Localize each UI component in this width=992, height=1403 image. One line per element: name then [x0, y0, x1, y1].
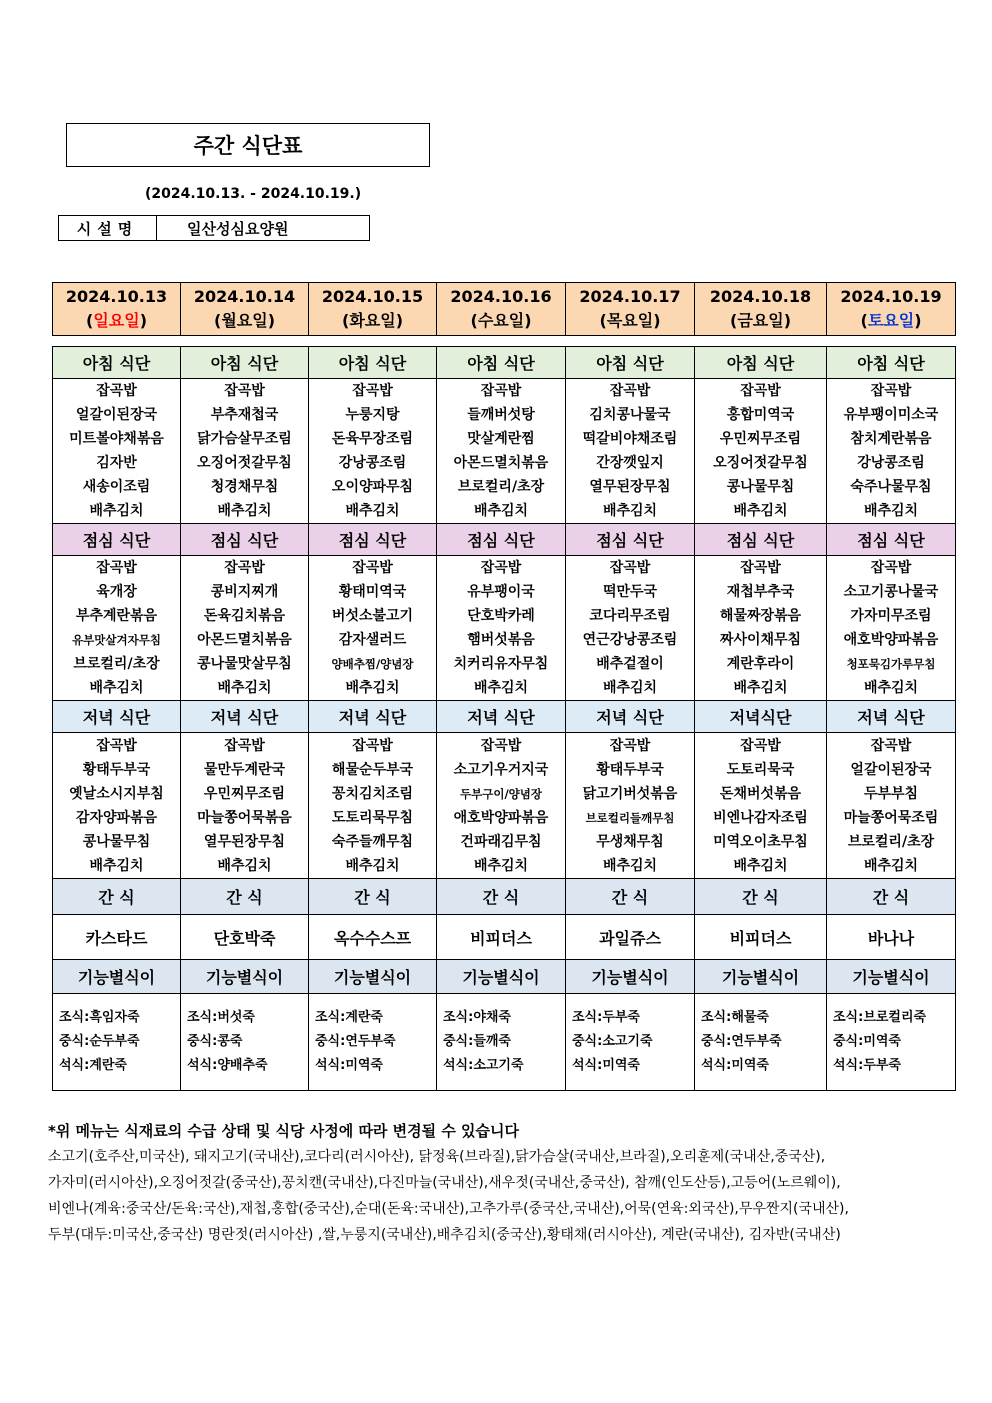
dinner-menu-cell: [566, 733, 695, 879]
menu-item: 숙주들깨무침: [331, 833, 414, 850]
menu-item: 잡곡밥: [609, 737, 651, 754]
dinner-header: 저녁 식단: [827, 701, 956, 733]
snack-item: 비피더스: [695, 915, 827, 960]
menu-item: 브로컬리/초장: [847, 833, 935, 850]
menu-item: 마늘쫑어묵볶음: [197, 809, 292, 826]
menu-item: 유부팽이국: [467, 584, 535, 600]
menu-item: 비엔나감자조림: [713, 809, 808, 826]
menu-item: 강낭콩조림: [338, 455, 407, 471]
date-row: [53, 283, 956, 336]
menu-item: 황태미역국: [338, 584, 407, 600]
menu-item: 닭가슴살무조림: [197, 431, 292, 447]
lunch-header: 점심 식단: [53, 524, 181, 556]
menu-item: 닭고기버섯볶음: [582, 785, 678, 802]
menu-item: 콩비지찌개: [210, 584, 279, 600]
functional-item: 중식:소고기죽: [572, 1034, 653, 1049]
lunch-header-row: [53, 524, 956, 556]
origin-line: 두부(대두:미국산,중국산) 명란젓(러시아산) ,쌀,누룽지(국내산),배추김치(중국산),황태채(러시아산), 계란(국내산), 김자반(국내산): [48, 1227, 841, 1243]
breakfast-items-row: [53, 379, 956, 524]
functional-item: 석식:미역죽: [701, 1058, 769, 1073]
menu-item: 배추김치: [345, 680, 400, 696]
menu-item: 배추김치: [863, 503, 919, 519]
menu-item: 건파래김무침: [460, 833, 542, 850]
facility-name: 일산성심요양원: [187, 219, 289, 238]
menu-item: 배추김치: [345, 503, 400, 519]
date-text: 2024.10.19: [840, 287, 942, 306]
menu-item: 배추김치: [602, 503, 658, 519]
weekday-text: 토요일: [867, 311, 915, 330]
menu-item: 배추김치: [217, 503, 272, 519]
dinner-menu-cell: [827, 733, 956, 879]
menu-item: 잡곡밥: [224, 560, 265, 576]
snack-header: 간 식: [181, 879, 309, 915]
menu-item: 두부부침: [863, 785, 919, 802]
menu-item: 배추김치: [217, 680, 272, 696]
dinner-header: 저녁 식단: [566, 701, 695, 733]
lunch-menu-cell: [695, 556, 827, 701]
menu-item: 배추김치: [863, 857, 919, 874]
functional-row: [53, 994, 956, 1091]
menu-item: 배추김치: [217, 857, 272, 874]
lunch-header: 점심 식단: [827, 524, 956, 556]
menu-item: 배추김치: [863, 680, 919, 696]
dinner-header-row: [53, 701, 956, 733]
dinner-header: 저녁 식단: [181, 701, 309, 733]
functional-cell: [566, 994, 695, 1091]
breakfast-header: 아침 식단: [695, 347, 827, 379]
functional-header: 기능별식이: [309, 960, 437, 994]
lunch-header: 점심 식단: [309, 524, 437, 556]
menu-item: 부추재첩국: [210, 407, 279, 423]
menu-item: 김치콩나물국: [589, 407, 671, 423]
menu-item: 유부맛살겨자무침: [72, 633, 161, 647]
menu-table: [52, 346, 956, 1091]
functional-item: 조식:버섯죽: [187, 1010, 255, 1025]
menu-item: 맛살계란찜: [467, 431, 535, 447]
functional-item: 중식:순두부죽: [59, 1034, 140, 1049]
menu-item: 돈육김치볶음: [203, 608, 286, 624]
menu-item: 잡곡밥: [480, 560, 522, 576]
functional-item: 중식:연두부죽: [315, 1034, 396, 1049]
lunch-menu-cell: [181, 556, 309, 701]
menu-item: 마늘쫑어묵조림: [843, 809, 939, 826]
dinner-menu-cell: [53, 733, 181, 879]
functional-item: 조식:야채죽: [443, 1010, 511, 1025]
weekday-label: (목요일): [599, 311, 661, 330]
menu-item: 들깨버섯탕: [467, 407, 535, 423]
menu-item: 누룽지탕: [345, 407, 400, 423]
menu-item: 얼갈이된장국: [75, 407, 158, 423]
menu-item: 짜사이채무침: [719, 632, 802, 648]
date-text: 2024.10.17: [579, 287, 681, 306]
functional-item: 석식:미역죽: [315, 1058, 383, 1073]
dinner-menu-cell: [437, 733, 566, 879]
menu-item: 감자샐러드: [338, 632, 407, 648]
functional-header: 기능별식이: [53, 960, 181, 994]
menu-item: 콩나물무침: [82, 833, 151, 850]
menu-item: 잡곡밥: [740, 737, 781, 754]
snack-item: 카스타드: [53, 915, 181, 960]
menu-item: 해물짜장볶음: [719, 608, 802, 624]
menu-item: 잡곡밥: [96, 560, 137, 576]
weekday-label: (일요일): [86, 311, 147, 330]
breakfast-header: 아침 식단: [827, 347, 956, 379]
functional-header: 기능별식이: [181, 960, 309, 994]
functional-cell: [695, 994, 827, 1091]
weekday-label: (월요일): [214, 311, 275, 330]
breakfast-menu-cell: [695, 379, 827, 524]
functional-item: 석식:계란죽: [59, 1058, 127, 1073]
menu-item: 배추김치: [89, 503, 144, 519]
menu-item: 청경채무침: [210, 479, 279, 495]
snack-item: 옥수수스프: [309, 915, 437, 960]
functional-item: 조식:브로컬리죽: [833, 1010, 927, 1025]
snack-header: 간 식: [437, 879, 566, 915]
date-cell: [437, 283, 566, 336]
dinner-items-row: [53, 733, 956, 879]
menu-item: 유부팽이미소국: [843, 407, 939, 423]
menu-item: 배추김치: [89, 680, 144, 696]
date-text: 2024.10.16: [450, 287, 552, 306]
functional-header: 기능별식이: [695, 960, 827, 994]
functional-item: 석식:미역죽: [572, 1058, 640, 1073]
functional-header: 기능별식이: [437, 960, 566, 994]
menu-item: 버섯소불고기: [331, 608, 414, 624]
menu-item: 잡곡밥: [224, 737, 265, 754]
menu-item: 미역오이초무침: [713, 833, 808, 850]
menu-item: 옛날소시지부침: [69, 785, 164, 802]
functional-cell: [437, 994, 566, 1091]
date-text: 2024.10.18: [709, 287, 812, 306]
menu-item: 잡곡밥: [740, 560, 781, 576]
snack-row: [53, 915, 956, 960]
menu-item: 잡곡밥: [609, 560, 651, 576]
menu-item: 배추김치: [733, 680, 788, 696]
menu-item: 배추겉절이: [596, 656, 664, 672]
menu-item: 배추김치: [733, 857, 788, 874]
functional-cell: [53, 994, 181, 1091]
date-cell: [53, 283, 181, 336]
origin-line: 가자미(러시아산),오징어젓갈(중국산),꽁치캔(국내산),다진마늘(국내산),새우젓(국내산,중국산), 참깨(인도산등),고등어(노르웨이),: [48, 1175, 841, 1191]
date-cell: [181, 283, 309, 336]
menu-item: 간장깻잎지: [596, 455, 664, 471]
date-text: 2024.10.14: [193, 287, 296, 306]
breakfast-menu-cell: [309, 379, 437, 524]
menu-item: 단호박카레: [467, 608, 535, 624]
menu-item: 배추김치: [345, 857, 400, 874]
menu-item: 떡만두국: [602, 584, 658, 600]
page-title: 주간 식단표: [66, 123, 430, 167]
menu-item: 우민찌무조림: [203, 785, 286, 802]
snack-item: 단호박죽: [181, 915, 309, 960]
menu-item: 잡곡밥: [352, 383, 393, 399]
breakfast-menu-cell: [827, 379, 956, 524]
menu-item: 양배추찜/양념장: [331, 657, 414, 671]
snack-header: 간 식: [695, 879, 827, 915]
menu-item: 잡곡밥: [480, 737, 522, 754]
snack-item: 과일쥬스: [566, 915, 695, 960]
menu-item: 잡곡밥: [352, 737, 393, 754]
menu-item: 아몬드멸치볶음: [197, 632, 292, 648]
lunch-menu-cell: [566, 556, 695, 701]
weekday-text: 일요일: [93, 311, 140, 330]
menu-item: 홍합미역국: [726, 407, 795, 423]
menu-item: 재첩부추국: [726, 584, 795, 600]
menu-item: 콩나물무침: [726, 479, 795, 495]
lunch-menu-cell: [53, 556, 181, 701]
date-cell: [695, 283, 827, 336]
snack-item: 바나나: [827, 915, 956, 960]
lunch-header: 점심 식단: [566, 524, 695, 556]
menu-item: 도토리묵국: [726, 761, 795, 778]
breakfast-menu-cell: [53, 379, 181, 524]
menu-item: 얼갈이된장국: [850, 761, 932, 778]
date-text: 2024.10.13: [65, 287, 168, 306]
menu-item: 가자미무조림: [850, 608, 932, 624]
menu-item: 무생채무침: [596, 833, 664, 850]
snack-header: 간 식: [827, 879, 956, 915]
functional-item: 조식:계란죽: [315, 1010, 383, 1025]
menu-item: 새송이조림: [82, 479, 151, 495]
menu-item: 잡곡밥: [609, 383, 651, 399]
functional-header: 기능별식이: [827, 960, 956, 994]
breakfast-header: 아침 식단: [437, 347, 566, 379]
menu-item: 코다리무조림: [589, 608, 671, 624]
menu-item: 콩나물맛살무침: [197, 656, 292, 672]
menu-item: 배추김치: [89, 857, 144, 874]
menu-item: 잡곡밥: [870, 737, 912, 754]
lunch-items-row: [53, 556, 956, 701]
date-cell: [309, 283, 437, 336]
dinner-menu-cell: [695, 733, 827, 879]
menu-item: 소고기우거지국: [453, 761, 549, 778]
menu-item: 잡곡밥: [96, 383, 137, 399]
weekday-text: 금요일: [737, 311, 784, 330]
menu-item: 김자반: [96, 455, 137, 471]
weekday-text: 목요일: [606, 311, 654, 330]
menu-item: 육개장: [96, 584, 137, 600]
date-header-table: [52, 282, 956, 336]
menu-item: 소고기콩나물국: [843, 584, 939, 600]
snack-header: 간 식: [309, 879, 437, 915]
date-text: 2024.10.15: [321, 287, 424, 306]
menu-item: 꽁치김치조림: [331, 785, 414, 802]
dinner-header: 저녁 식단: [437, 701, 566, 733]
breakfast-header: 아침 식단: [53, 347, 181, 379]
weekday-text: 수요일: [477, 311, 525, 330]
menu-item: 아몬드멸치볶음: [453, 455, 549, 471]
menu-item: 브로컬리들깨무침: [585, 810, 675, 825]
functional-item: 중식:콩죽: [187, 1034, 243, 1049]
menu-item: 배추김치: [473, 503, 529, 519]
functional-cell: [827, 994, 956, 1091]
functional-header-row: [53, 960, 956, 994]
lunch-header: 점심 식단: [695, 524, 827, 556]
weekday-text: 화요일: [349, 311, 396, 330]
menu-item: 잡곡밥: [870, 383, 912, 399]
menu-item: 도토리묵무침: [331, 809, 414, 826]
menu-item: 오징어젓갈무침: [713, 455, 808, 471]
menu-item: 황태두부국: [596, 761, 664, 778]
functional-item: 석식:두부죽: [833, 1058, 901, 1073]
snack-item: 비피더스: [437, 915, 566, 960]
functional-item: 석식:양배추죽: [187, 1058, 268, 1073]
menu-item: 애호박양파볶음: [843, 632, 939, 648]
facility-label: 시설명: [59, 216, 157, 240]
menu-item: 열무된장무침: [589, 479, 671, 495]
lunch-menu-cell: [827, 556, 956, 701]
origin-line: 소고기(호주산,미국산), 돼지고기(국내산),코다리(러시아산), 닭정육(브라질),닭가슴살(국내산,브라질),오리훈제(국내산,중국산),: [48, 1149, 826, 1165]
menu-item: 배추김치: [602, 857, 658, 874]
dinner-menu-cell: [181, 733, 309, 879]
functional-item: 조식:해물죽: [701, 1010, 769, 1025]
menu-item: 숙주나물무침: [850, 479, 932, 495]
menu-item: 잡곡밥: [96, 737, 137, 754]
menu-item: 돈육무장조림: [331, 431, 414, 447]
menu-item: 치커리유자무침: [453, 656, 549, 672]
date-cell: [827, 283, 956, 336]
date-cell: [566, 283, 695, 336]
origin-line: 비엔나(계육:중국산/돈육:국산),재첩,홍합(중국산),순대(돈육:국내산),고추가루(중국산,국내산),어묵(연육:외국산),무우짠지(국내산),: [48, 1201, 849, 1217]
breakfast-header: 아침 식단: [309, 347, 437, 379]
weekday-label: (토요일): [860, 311, 922, 330]
weekday-label: (수요일): [470, 311, 532, 330]
functional-item: 중식:들깨죽: [443, 1034, 511, 1049]
menu-item: 참치계란볶음: [850, 431, 932, 447]
menu-item: 감자양파볶음: [75, 809, 158, 826]
menu-item: 청포묵김가루무침: [846, 657, 936, 671]
breakfast-header-row: [53, 347, 956, 379]
weekday-label: (금요일): [730, 311, 791, 330]
menu-item: 배추김치: [473, 857, 529, 874]
notes-heading: *위 메뉴는 식재료의 수급 상태 및 식당 사정에 따라 변경될 수 있습니다: [48, 1122, 520, 1140]
functional-cell: [181, 994, 309, 1091]
breakfast-menu-cell: [566, 379, 695, 524]
breakfast-header: 아침 식단: [566, 347, 695, 379]
menu-item: 오이양파무침: [331, 479, 414, 495]
snack-header-row: [53, 879, 956, 915]
menu-item: 햄버섯볶음: [467, 632, 535, 648]
menu-item: 두부구이/양념장: [460, 786, 542, 801]
menu-item: 황태두부국: [82, 761, 151, 778]
lunch-menu-cell: [437, 556, 566, 701]
menu-item: 돈채버섯볶음: [719, 785, 802, 802]
menu-item: 배추김치: [733, 503, 788, 519]
breakfast-header: 아침 식단: [181, 347, 309, 379]
menu-item: 떡갈비야채조림: [582, 431, 678, 447]
lunch-header: 점심 식단: [181, 524, 309, 556]
menu-item: 잡곡밥: [740, 383, 781, 399]
dinner-header: 저녁 식단: [53, 701, 181, 733]
weekday-label: (화요일): [342, 311, 403, 330]
weekday-text: 월요일: [221, 311, 268, 330]
notes: [48, 1118, 948, 1248]
functional-item: 석식:소고기죽: [443, 1058, 524, 1073]
menu-item: 애호박양파볶음: [453, 809, 549, 826]
menu-item: 브로컬리/초장: [457, 479, 545, 495]
functional-item: 조식:흑임자죽: [59, 1010, 140, 1025]
functional-item: 중식:연두부죽: [701, 1034, 782, 1049]
menu-item: 잡곡밥: [224, 383, 265, 399]
menu-item: 물만두계란국: [203, 761, 286, 778]
menu-item: 잡곡밥: [870, 560, 912, 576]
menu-item: 배추김치: [473, 680, 529, 696]
facility-box: [58, 215, 370, 241]
functional-cell: [309, 994, 437, 1091]
snack-header: 간 식: [53, 879, 181, 915]
date-range: (2024.10.13. - 2024.10.19.): [145, 186, 362, 202]
menu-item: 연근강낭콩조림: [582, 632, 678, 648]
breakfast-menu-cell: [437, 379, 566, 524]
menu-item: 배추김치: [602, 680, 658, 696]
menu-item: 미트볼야채볶음: [69, 431, 164, 447]
functional-item: 조식:두부죽: [572, 1010, 640, 1025]
lunch-header: 점심 식단: [437, 524, 566, 556]
menu-item: 우민찌무조림: [719, 431, 802, 447]
menu-item: 강낭콩조림: [857, 455, 925, 471]
menu-item: 잡곡밥: [480, 383, 522, 399]
lunch-menu-cell: [309, 556, 437, 701]
menu-item: 오징어젓갈무침: [197, 455, 292, 471]
menu-item: 브로컬리/초장: [73, 656, 160, 672]
breakfast-menu-cell: [181, 379, 309, 524]
functional-item: 중식:미역죽: [833, 1034, 901, 1049]
menu-item: 부추계란볶음: [75, 608, 158, 624]
snack-header: 간 식: [566, 879, 695, 915]
menu-item: 열무된장무침: [203, 833, 286, 850]
dinner-menu-cell: [309, 733, 437, 879]
menu-item: 잡곡밥: [352, 560, 393, 576]
menu-item: 계란후라이: [726, 656, 795, 672]
dinner-header: 저녁식단: [695, 701, 827, 733]
functional-header: 기능별식이: [566, 960, 695, 994]
menu-item: 해물순두부국: [331, 761, 414, 778]
dinner-header: 저녁 식단: [309, 701, 437, 733]
